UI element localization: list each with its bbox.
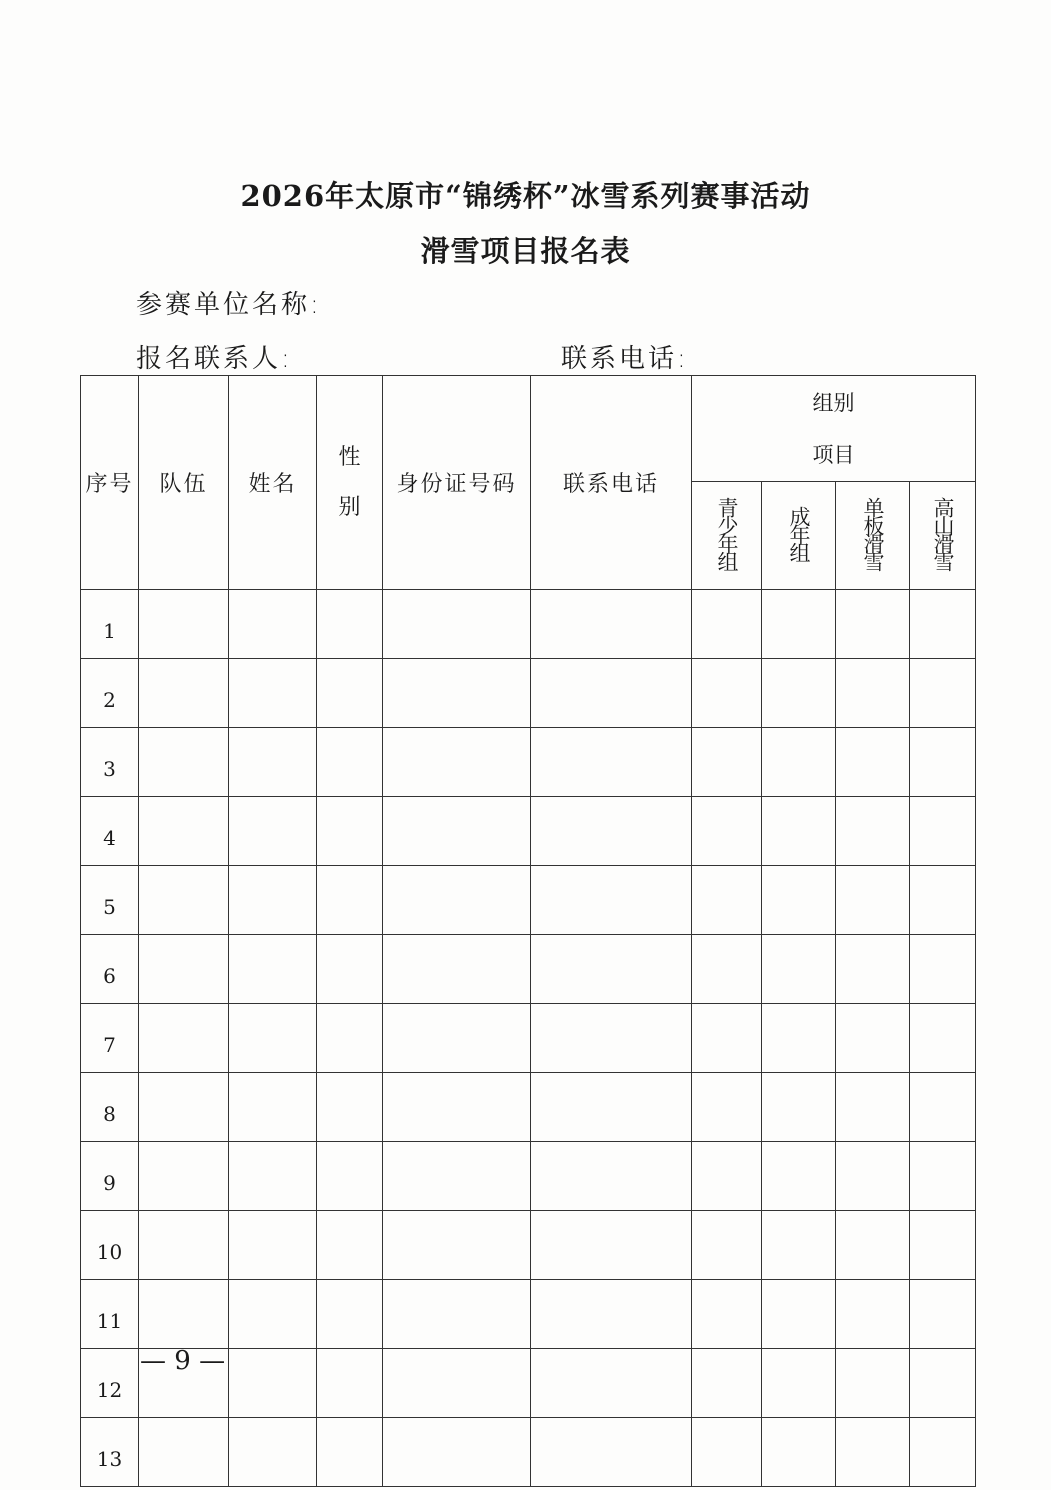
- table-row: [81, 1418, 976, 1487]
- entry-cell[interactable]: [762, 728, 836, 797]
- entry-cell[interactable]: [762, 1280, 836, 1349]
- entry-cell[interactable]: [531, 935, 692, 1004]
- entry-cell[interactable]: [139, 590, 229, 659]
- entry-cell[interactable]: [692, 866, 762, 935]
- header-snowboard: [836, 482, 910, 590]
- entry-cell[interactable]: [531, 590, 692, 659]
- header-name: 姓名: [229, 376, 317, 590]
- entry-cell[interactable]: [383, 935, 531, 1004]
- contact-person-label: 报名联系人:: [136, 344, 293, 374]
- row-index: 1: [81, 590, 139, 659]
- entry-cell[interactable]: [317, 866, 383, 935]
- row-index: 2: [81, 659, 139, 728]
- entry-cell[interactable]: [139, 728, 229, 797]
- entry-cell[interactable]: [139, 1004, 229, 1073]
- table-row: [81, 1280, 976, 1349]
- entry-cell[interactable]: [836, 659, 910, 728]
- entry-cell[interactable]: [229, 797, 317, 866]
- entry-cell[interactable]: [910, 1349, 976, 1418]
- form-title-line1: 2026年太原市“锦绣杯”冰雪系列赛事活动: [240, 179, 811, 213]
- entry-cell[interactable]: [692, 659, 762, 728]
- entry-cell[interactable]: [229, 1142, 317, 1211]
- header-alpine-label: 高山滑雪: [931, 496, 955, 569]
- row-index: 7: [81, 1004, 139, 1073]
- entry-cell[interactable]: [692, 1073, 762, 1142]
- entry-cell[interactable]: [762, 1211, 836, 1280]
- entry-cell[interactable]: [317, 1418, 383, 1487]
- entry-cell[interactable]: [836, 1073, 910, 1142]
- entry-cell[interactable]: [229, 1073, 317, 1142]
- row-index: 10: [81, 1211, 139, 1280]
- entry-cell[interactable]: [531, 659, 692, 728]
- table-row: [81, 797, 976, 866]
- entry-cell[interactable]: [836, 1142, 910, 1211]
- entry-cell[interactable]: [317, 1280, 383, 1349]
- entry-cell[interactable]: [383, 1142, 531, 1211]
- table-row: [81, 728, 976, 797]
- entry-cell[interactable]: [836, 1280, 910, 1349]
- entry-cell[interactable]: [229, 1418, 317, 1487]
- header-youth-label: 青少年组: [715, 496, 739, 569]
- entry-cell[interactable]: [317, 935, 383, 1004]
- entry-cell[interactable]: [836, 935, 910, 1004]
- entry-cell[interactable]: [317, 590, 383, 659]
- header-alpine: [910, 482, 976, 590]
- entry-cell[interactable]: [762, 935, 836, 1004]
- row-index: 8: [81, 1073, 139, 1142]
- entry-cell[interactable]: [229, 1211, 317, 1280]
- entry-cell[interactable]: [383, 728, 531, 797]
- entry-cell[interactable]: [531, 1211, 692, 1280]
- entry-cell[interactable]: [692, 728, 762, 797]
- header-team: 队伍: [139, 376, 229, 590]
- table-row: [81, 866, 976, 935]
- page-number: — 9 —: [140, 1346, 226, 1376]
- row-index: 11: [81, 1280, 139, 1349]
- entry-cell[interactable]: [531, 1349, 692, 1418]
- entry-cell[interactable]: [836, 1349, 910, 1418]
- entry-cell[interactable]: [692, 935, 762, 1004]
- entry-cell[interactable]: [383, 590, 531, 659]
- entry-cell[interactable]: [229, 1004, 317, 1073]
- entry-cell[interactable]: [229, 728, 317, 797]
- entry-cell[interactable]: [139, 797, 229, 866]
- entry-cell[interactable]: [762, 1004, 836, 1073]
- entry-cell[interactable]: [836, 797, 910, 866]
- header-group-line2: 项目: [812, 442, 855, 467]
- entry-cell[interactable]: [229, 659, 317, 728]
- entry-cell[interactable]: [531, 866, 692, 935]
- entry-cell[interactable]: [229, 1280, 317, 1349]
- header-gender: [317, 376, 383, 590]
- entry-cell[interactable]: [139, 1280, 229, 1349]
- header-gender-top: 性: [338, 444, 361, 470]
- form-title-line2: 滑雪项目报名表: [420, 234, 631, 268]
- entry-cell[interactable]: [910, 1211, 976, 1280]
- entry-cell[interactable]: [383, 866, 531, 935]
- header-snowboard-label: 单板滑雪: [861, 496, 885, 569]
- entry-cell[interactable]: [692, 590, 762, 659]
- entry-cell[interactable]: [229, 866, 317, 935]
- entry-cell[interactable]: [317, 659, 383, 728]
- entry-cell[interactable]: [910, 659, 976, 728]
- entry-cell[interactable]: [762, 797, 836, 866]
- entry-cell[interactable]: [317, 797, 383, 866]
- entry-cell[interactable]: [531, 797, 692, 866]
- table-row: [81, 1211, 976, 1280]
- entry-cell[interactable]: [317, 1142, 383, 1211]
- entry-cell[interactable]: [910, 797, 976, 866]
- entry-cell[interactable]: [762, 866, 836, 935]
- entry-cell[interactable]: [836, 590, 910, 659]
- row-index: 13: [81, 1418, 139, 1487]
- entry-cell[interactable]: [910, 935, 976, 1004]
- entry-cell[interactable]: [531, 1004, 692, 1073]
- entry-cell[interactable]: [229, 1349, 317, 1418]
- entry-cell[interactable]: [692, 797, 762, 866]
- table-row: [81, 590, 976, 659]
- row-index: 5: [81, 866, 139, 935]
- header-group-line1: 组别: [812, 390, 855, 415]
- entry-cell[interactable]: [836, 866, 910, 935]
- entry-cell[interactable]: [692, 1280, 762, 1349]
- entry-cell[interactable]: [317, 1004, 383, 1073]
- entry-cell[interactable]: [139, 1142, 229, 1211]
- entry-cell[interactable]: [383, 659, 531, 728]
- entry-cell[interactable]: [531, 728, 692, 797]
- header-seq: 序号: [81, 376, 139, 590]
- entry-cell[interactable]: [692, 1004, 762, 1073]
- table-row: [81, 935, 976, 1004]
- entry-cell[interactable]: [531, 1418, 692, 1487]
- header-phone: 联系电话: [531, 376, 692, 590]
- entry-cell[interactable]: [762, 1073, 836, 1142]
- header-adult: [762, 482, 836, 590]
- entry-cell[interactable]: [836, 1211, 910, 1280]
- contact-phone-label: 联系电话:: [561, 344, 689, 374]
- table-row: [81, 659, 976, 728]
- entry-cell[interactable]: [317, 728, 383, 797]
- registration-table: [80, 375, 976, 1487]
- header-group: [692, 376, 976, 482]
- entry-cell[interactable]: [383, 1418, 531, 1487]
- table-row: [81, 1004, 976, 1073]
- entry-cell[interactable]: [139, 659, 229, 728]
- row-index: 9: [81, 1142, 139, 1211]
- entry-cell[interactable]: [531, 1280, 692, 1349]
- entry-cell[interactable]: [836, 728, 910, 797]
- header-adult-label: 成年组: [787, 505, 811, 560]
- entry-cell[interactable]: [910, 866, 976, 935]
- entry-cell[interactable]: [836, 1004, 910, 1073]
- entry-cell[interactable]: [910, 1280, 976, 1349]
- header-id-number: 身份证号码: [383, 376, 531, 590]
- entry-cell[interactable]: [317, 1349, 383, 1418]
- entry-cell[interactable]: [910, 1073, 976, 1142]
- entry-cell[interactable]: [229, 590, 317, 659]
- entry-cell[interactable]: [762, 659, 836, 728]
- entry-cell[interactable]: [139, 866, 229, 935]
- entry-cell[interactable]: [692, 1211, 762, 1280]
- entry-cell[interactable]: [531, 1073, 692, 1142]
- entry-cell[interactable]: [692, 1418, 762, 1487]
- entry-cell[interactable]: [383, 797, 531, 866]
- entry-cell[interactable]: [762, 1418, 836, 1487]
- entry-cell[interactable]: [383, 1004, 531, 1073]
- entry-cell[interactable]: [762, 1142, 836, 1211]
- entry-cell[interactable]: [139, 935, 229, 1004]
- entry-cell[interactable]: [531, 1142, 692, 1211]
- entry-cell[interactable]: [910, 728, 976, 797]
- entry-cell[interactable]: [692, 1349, 762, 1418]
- table-row: [81, 1073, 976, 1142]
- entry-cell[interactable]: [317, 1211, 383, 1280]
- entry-cell[interactable]: [383, 1280, 531, 1349]
- table-row: [81, 1142, 976, 1211]
- entry-cell[interactable]: [383, 1349, 531, 1418]
- entry-cell[interactable]: [139, 1211, 229, 1280]
- entry-cell[interactable]: [762, 1349, 836, 1418]
- entry-cell[interactable]: [910, 1418, 976, 1487]
- entry-cell[interactable]: [692, 1142, 762, 1211]
- entry-cell[interactable]: [139, 1073, 229, 1142]
- entry-cell[interactable]: [317, 1073, 383, 1142]
- entry-cell[interactable]: [910, 1142, 976, 1211]
- entry-cell[interactable]: [139, 1418, 229, 1487]
- entry-cell[interactable]: [910, 1004, 976, 1073]
- row-index: 3: [81, 728, 139, 797]
- entry-cell[interactable]: [762, 590, 836, 659]
- row-index: 6: [81, 935, 139, 1004]
- header-youth: [692, 482, 762, 590]
- unit-name-label: 参赛单位名称:: [136, 290, 322, 320]
- header-gender-bottom: 别: [338, 494, 361, 520]
- entry-cell[interactable]: [229, 935, 317, 1004]
- row-index: 12: [81, 1349, 139, 1418]
- entry-cell[interactable]: [836, 1418, 910, 1487]
- row-index: 4: [81, 797, 139, 866]
- entry-cell[interactable]: [910, 590, 976, 659]
- entry-cell[interactable]: [383, 1073, 531, 1142]
- entry-cell[interactable]: [383, 1211, 531, 1280]
